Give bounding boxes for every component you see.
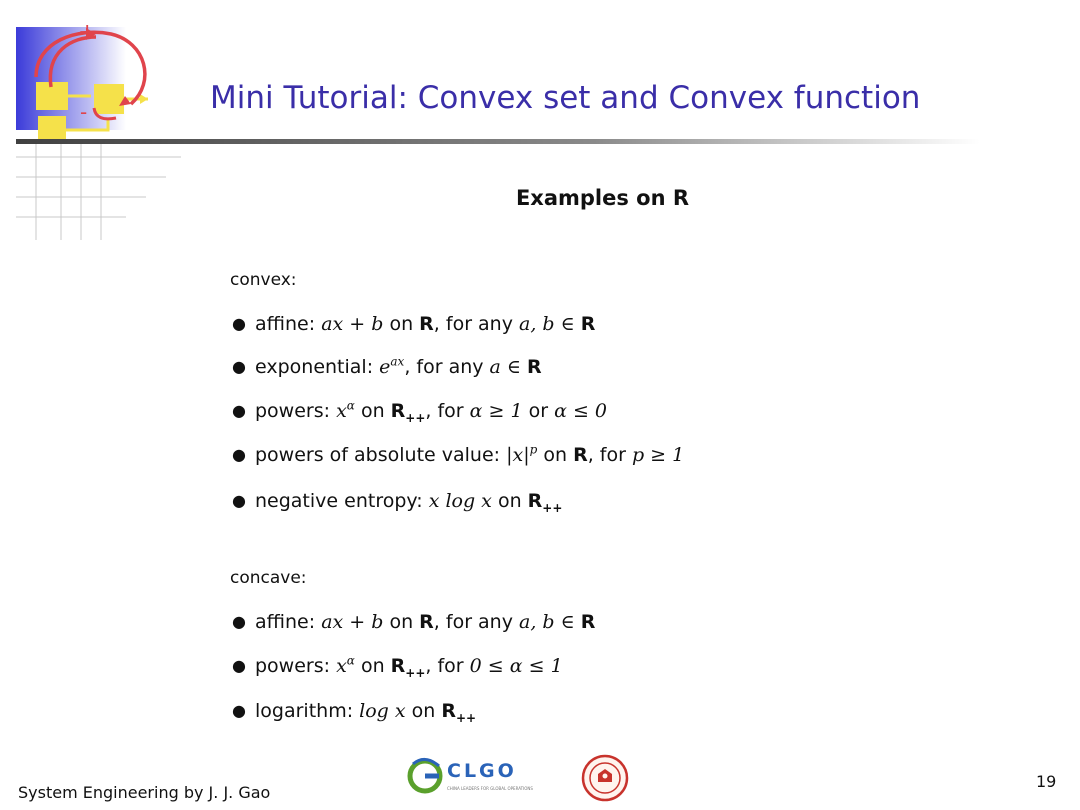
header-logo-graphic	[16, 22, 196, 247]
convex-label: convex:	[230, 270, 297, 290]
bullet-icon: ●	[232, 656, 246, 675]
clgo-logo-tagline: CHINA LEADERS FOR GLOBAL OPERATIONS	[447, 786, 533, 791]
concave-label: concave:	[230, 568, 307, 588]
list-item: ● powers: $x^\alpha$ on $R_{++}$, for α ≥ 1 or α ≤ 0	[232, 398, 608, 425]
bullet-icon: ●	[232, 401, 246, 420]
slide-subtitle: Examples on R	[515, 186, 690, 210]
bullet-icon: ●	[232, 491, 246, 510]
footer-author: System Engineering by J. J. Gao	[18, 783, 271, 802]
bullet-icon: ●	[232, 612, 246, 631]
university-seal-icon	[581, 754, 629, 802]
list-item: ● exponential: $e^{ax}$, for any a ∈ R	[232, 354, 542, 378]
list-item: ● powers of absolute value: $|x|^p$ on R, for p ≥ 1	[232, 442, 685, 466]
logo-minus-sign: -	[80, 100, 88, 124]
title-divider	[16, 139, 980, 144]
list-item: ● powers: $x^\alpha$ on $R_{++}$, for 0 ≤ α ≤ 1	[232, 653, 563, 680]
list-item: ● affine: ax + b on R, for any a, b ∈ R	[232, 313, 596, 335]
logo-plus-sign: +	[78, 20, 97, 45]
list-item: ● negative entropy: x log x on $R_{++}$	[232, 490, 563, 515]
list-item: ● logarithm: log x on $R_{++}$	[232, 700, 477, 725]
page-title: Mini Tutorial: Convex set and Convex function	[210, 80, 921, 116]
page-number: 19	[1036, 772, 1057, 791]
bullet-icon: ●	[232, 357, 246, 376]
bullet-icon: ●	[232, 445, 246, 464]
clgo-logo-text: CLGO	[447, 760, 517, 782]
bullet-icon: ●	[232, 314, 246, 333]
list-item: ● affine: ax + b on R, for any a, b ∈ R	[232, 611, 596, 633]
bullet-icon: ●	[232, 701, 246, 720]
